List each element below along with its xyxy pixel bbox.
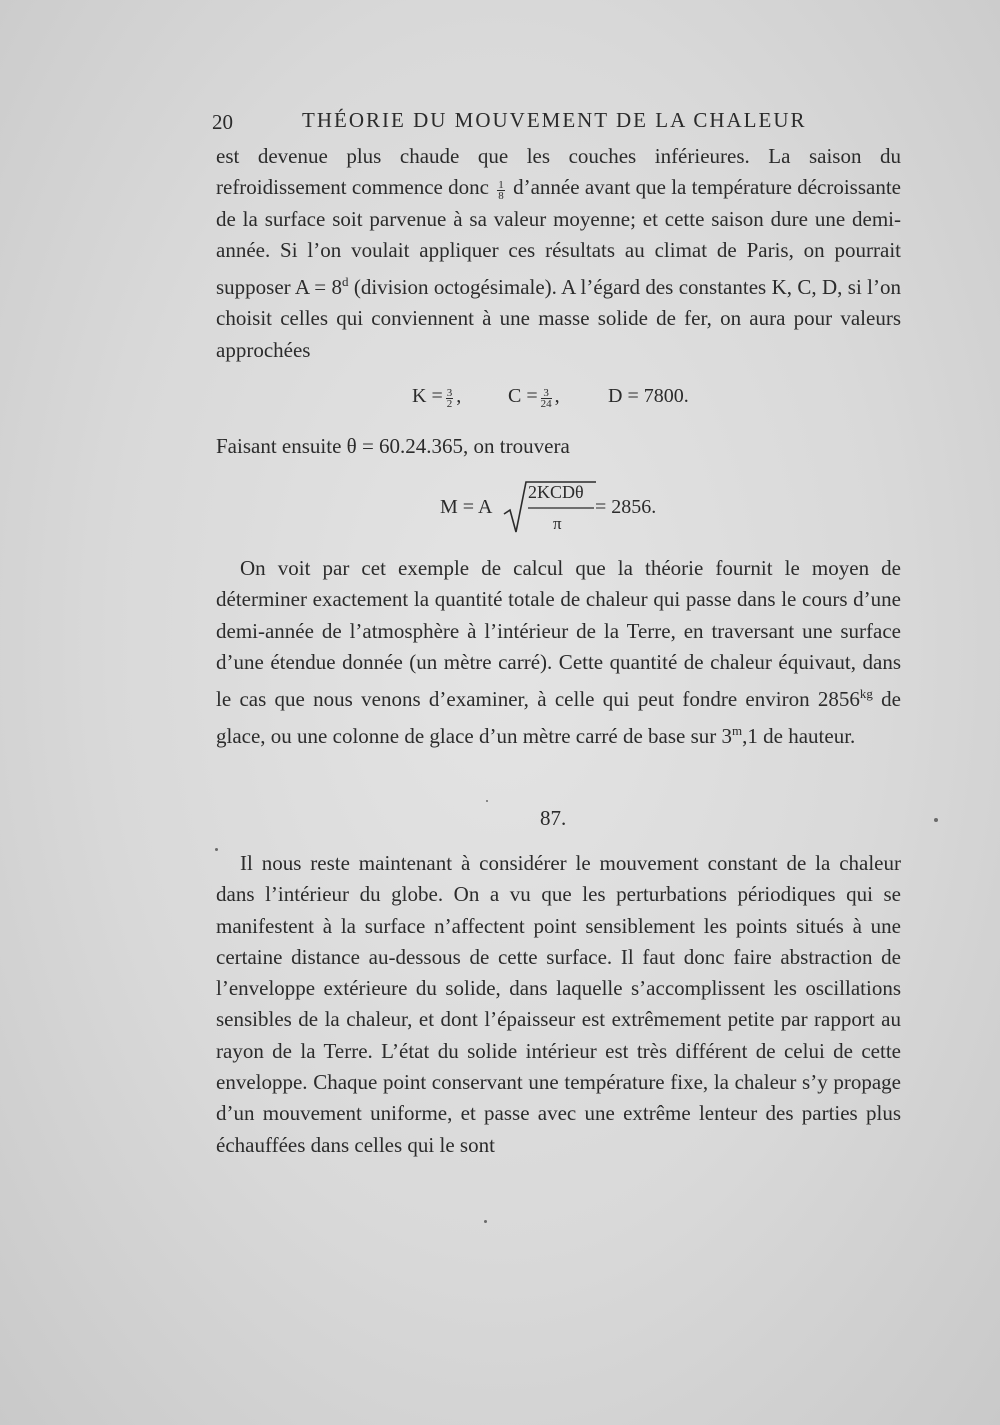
paper-speck [215,848,218,851]
equation-heat-quantity [440,478,680,538]
degree-superscript: d [341,274,349,290]
constant-c: C = $\frac{3}{24}$ , [508,385,560,410]
constant-k-label: K = [412,385,443,407]
constant-c-fraction [541,388,552,409]
paragraph-3-text-a: On voit par cet exemple de calcul que la théorie fournit le moyen de déterminer exactement la quantité totale de chaleur qui passe dans le cours d’une demi-année de l’atmosphère à l’intérieur de la Terre, en traversant une surface d’une étendue donnée (un mètre carré). Cette quantité de chaleur équivaut, dans le cas que nous venons d’examiner, à celle qui peut fondre environ 2856 [216,556,901,712]
paragraph-1-text-c: (division octogésimale). A l’égard des constantes K, C, D, si l’on choisit celles qui conviennent à une masse solide de fer, on aura pour valeurs approchées [216,275,901,362]
fraction-one-eighth [497,180,505,201]
constant-c-numerator: 3 [541,388,552,399]
paragraph-1-text-a: est devenue plus chaude que les couches inférieures. La saison du refroidissement commence donc [216,144,901,200]
paragraph-3 [216,553,901,753]
meter-superscript: m [732,723,743,739]
paragraph-2 [216,431,901,462]
section-number: 87. [540,806,567,830]
fraction-denominator: 8 [498,190,504,203]
paper-speck [484,1220,487,1223]
paragraph-2-text: Faisant ensuite θ = 60.24.365, on trouvera [216,434,570,458]
paragraph-1 [216,141,901,366]
paragraph-4 [216,848,901,1161]
constant-c-denominator: 24 [540,398,552,410]
paper-speck [934,818,938,822]
radicand-numerator: 2KCDθ [528,482,584,502]
page-number: 20 [212,110,233,134]
constant-k: K = $\frac{3}{2}$ , [412,385,462,410]
running-title: THÉORIE DU MOUVEMENT DE LA CHALEUR [302,108,807,132]
paragraph-4-text: Il nous reste maintenant à considérer le mouvement constant de la chaleur dans l’intérieur du globe. On a vu que les perturbations périodiques qui se manifestent à la surface n’affectent point sensiblement les points situés à une certaine distance au-dessous de cette surface. Il faut donc faire abstraction de l’enveloppe extérieure du solide, dans laquelle s’accomplissent les oscillations sensibles de la chaleur, et dont l’épaisseur est extrêmement petite par rapport au rayon de la Terre. L’état du solide intérieur est très différent de celui de cette enveloppe. Chaque point conservant une température fixe, la chaleur s’y propage d’un mouvement uniforme, et passe avec une extrême lenteur des parties plus échauffées dans celles qui le sont [216,851,901,1157]
equation-rhs: = 2856. [595,496,657,518]
paper-speck [486,800,488,802]
paragraph-3-text-b: de glace, ou une colonne de glace d’un mètre carré de base sur 3 [216,687,901,749]
constant-k-denominator: 2 [446,398,453,410]
fraction-numerator: 1 [498,179,504,192]
kilogram-superscript: kg [859,686,873,702]
paragraph-1-text-b: d’année avant que la température décroissante de la surface soit parvenue à sa valeur moyenne; et cette saison dure une demi-année. Si l’on voulait appliquer ces résultats au climat de Paris, on pourrait supposer A = 8 [216,175,901,300]
constant-d: D = 7800. [608,385,689,407]
page-header [212,104,810,138]
radicand-denominator: π [553,514,562,533]
equation-constants [412,385,702,419]
constant-k-numerator: 3 [446,387,453,399]
paragraph-3-text-c: ,1 de hauteur. [742,724,856,749]
constant-k-fraction [446,388,454,409]
constant-c-label: C = [508,385,538,407]
equation-lhs: M = A [440,496,493,518]
